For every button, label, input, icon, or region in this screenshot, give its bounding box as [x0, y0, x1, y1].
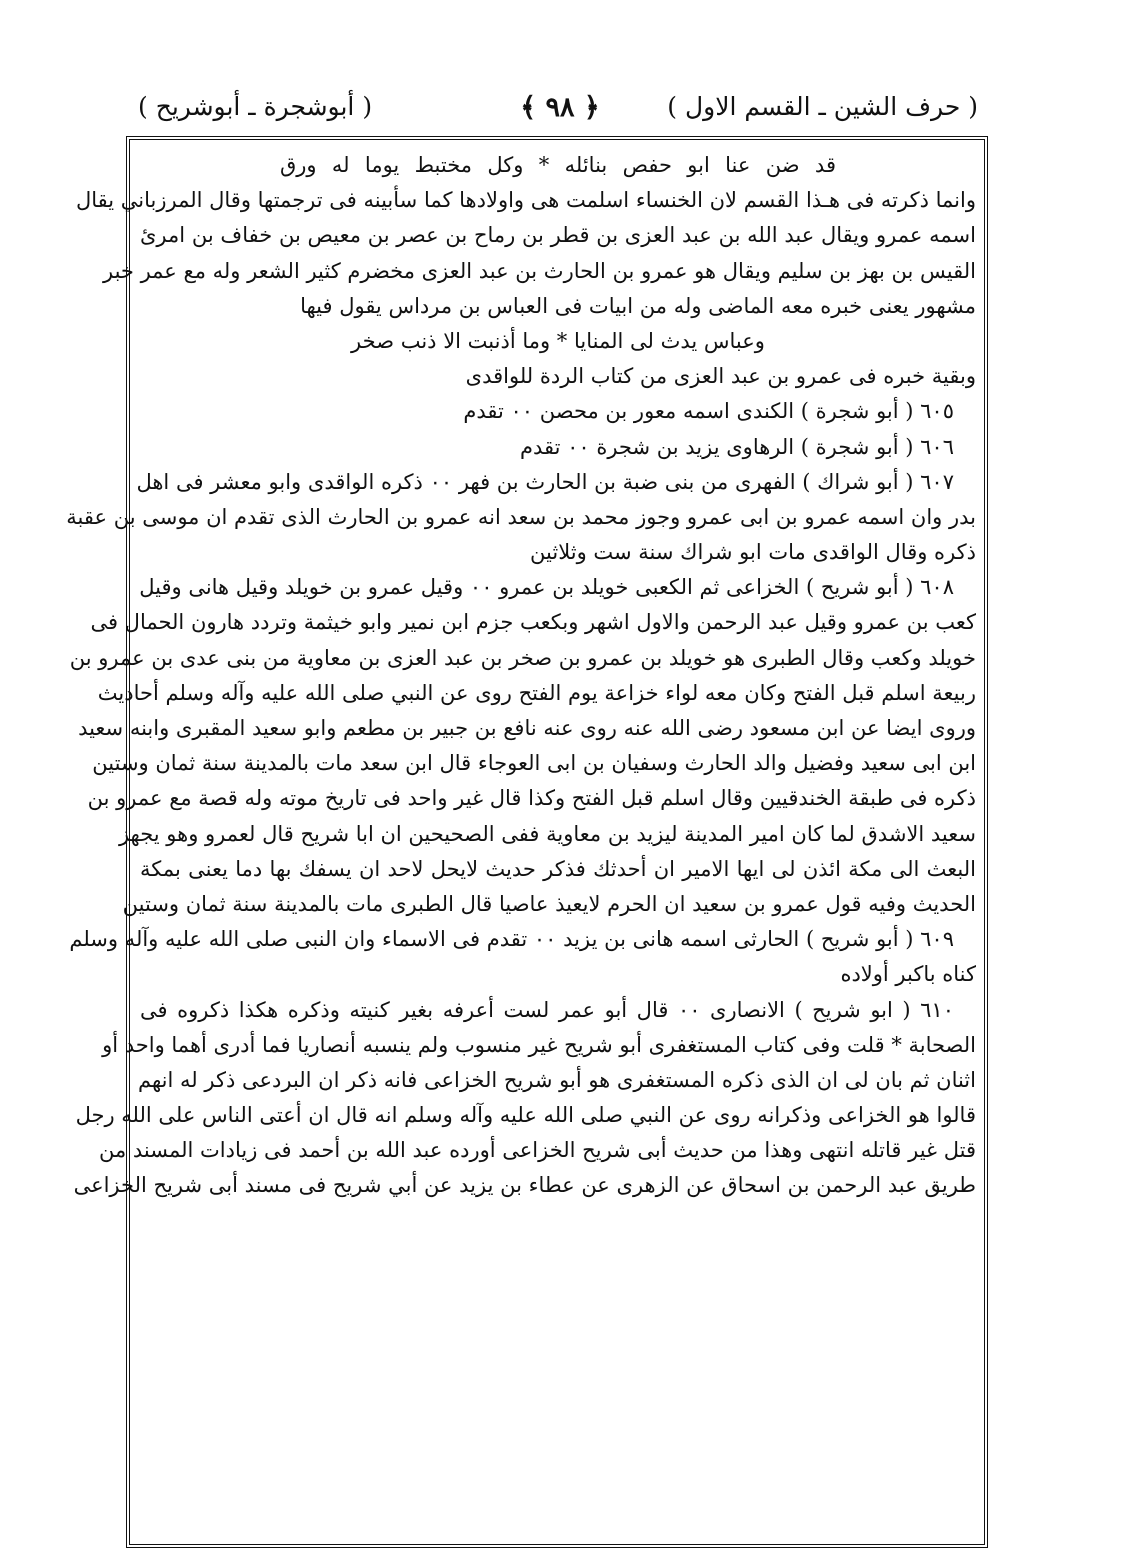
- text-line: قالوا هو الخزاعى وذكرانه روى عن النبي صلى الله عليه وآله وسلم انه قال ان أعتى الناس على الله رجل: [75, 1103, 976, 1128]
- text-line: ذكره فى طبقة الخندقيين وقال اسلم قبل الفتح وكذا قال غير واحد فى تاريخ موته وله قصة مع عمرو بن: [87, 786, 976, 811]
- text-line: وبقية خبره فى عمرو بن عبد العزى من كتاب الردة للواقدى: [465, 364, 976, 389]
- text-line: ذكره وقال الواقدى مات ابو شراك سنة ست وثلاثين: [530, 540, 976, 565]
- entry-range: ( أبوشجرة ـ أبوشريح ): [138, 92, 373, 121]
- page-header: [130, 84, 990, 132]
- section-title: ( حرف الشين ـ القسم الاول ): [667, 92, 978, 121]
- text-line: سعيد الاشدق لما كان امير المدينة ليزيد بن معاوية ففى الصحيحين ان ابا شريح قال لعمرو وهو يجهز: [118, 821, 976, 846]
- text-line: ٦٠٩ ( أبو شريح ) الحارثى اسمه هانى بن يزيد ٠٠ تقدم فى الاسماء وان النبى صلى الله عليه وآله وسلم: [69, 927, 954, 952]
- text-line: الصحابة * قلت وفى كتاب المستغفرى أبو شريح غير منسوب ولم ينسبه أنصاريا فما أدرى أهما واحد أو: [102, 1032, 976, 1057]
- text-line: البعث الى مكة ائذن لى ايها الامير ان أحدثك فذكر حديث لايحل لاحد ان يسفك بها دما يعنى بمكة: [140, 856, 976, 881]
- text-line: ٦٠٨ ( أبو شريح ) الخزاعى ثم الكعبى خويلد بن عمرو ٠٠ وقيل عمرو بن خويلد وقيل هانى وقيل: [139, 575, 954, 600]
- text-line: الحديث وفيه قول عمرو بن سعيد ان الحرم لايعيذ عاصيا قال الطبرى مات بالمدينة سنة ثمان وستين: [122, 891, 976, 916]
- text-line: وروى ايضا عن ابن مسعود رضى الله عنه روى عنه نافع بن جبير بن مطعم وابو سعيد المقبرى وابنه سعيد: [78, 716, 976, 740]
- text-line: كناه باكبر أولاده: [840, 962, 976, 987]
- text-line: اثنان ثم بان لى ان الذى ذكره المستغفرى هو أبو شريح الخزاعى فانه ذكر ان البردعى ذكر له انهم: [138, 1067, 976, 1092]
- text-line: طريق عبد الرحمن بن اسحاق عن الزهرى عن عطاء بن يزيد عن أبي شريح فى مسند أبى شريح الخزاعى: [73, 1173, 976, 1198]
- page-body: [66, 148, 976, 1538]
- text-line: ٦٠٦ ( أبو شجرة ) الرهاوى يزيد بن شجرة ٠٠ تقدم: [519, 434, 954, 459]
- text-line: خويلد وكعب وقال الطبرى هو خويلد بن عمرو بن صخر بن عبد العزى بن معاوية من بنى عدى بن عمرو بن: [69, 645, 976, 670]
- text-line: قتل غير قاتله انتهى وهذا من حديث أبى شريح الخزاعى أورده عبد الله بن أحمد فى زيادات المسند من: [98, 1138, 976, 1163]
- text-line: كعب بن عمرو وقيل عبد الرحمن والاول اشهر وبكعب جزم ابن نمير وابو خيثمة وتردد هارون الحمال فى: [90, 610, 976, 635]
- text-line: بدر وان اسمه عمرو بن ابى عمرو وجوز محمد بن سعد انه عمرو بن الحارث الذى تقدم ان موسى بن عقبة: [66, 504, 976, 529]
- text-line: مشهور يعنى خبره معه الماضى وله من ابيات فى العباس بن مرداس يقول فيها: [300, 293, 976, 318]
- text-line: قد ضن عنا ابو حفص بنائله * وكل مختبط يوما له ورق: [280, 153, 836, 177]
- text-line: القيس بن بهز بن سليم ويقال هو عمرو بن الحارث بن عبد العزى مخضرم كثير الشعر وله مع عمر خبر: [103, 258, 976, 283]
- page-number: ﴿ ٩٨ ﴾: [520, 92, 600, 123]
- text-line: ٦٠٥ ( أبو شجرة ) الكندى اسمه معور بن محصن ٠٠ تقدم: [463, 399, 954, 424]
- text-line: ٦٠٧ ( أبو شراك ) الفهرى من بنى ضبة بن الحارث بن فهر ٠٠ ذكره الواقدى وابو معشر فى اهل: [136, 469, 954, 494]
- text-line: ابن ابى سعيد وفضيل والد الحارث وسفيان بن ابى العوجاء قال ابن سعد مات بالمدينة سنة ثمان وستين: [92, 751, 976, 776]
- text-line: ربيعة اسلم قبل الفتح وكان معه لواء خزاعة يوم الفتح روى عن النبي صلى الله عليه وآله وسلم أحاديث: [97, 680, 976, 705]
- text-line: اسمه عمرو ويقال عبد الله بن عبد العزى بن قطر بن رماح بن عصر بن معيص بن خفاف بن امرئ: [140, 223, 976, 248]
- text-line: وانما ذكرته فى هـذا القسم لان الخنساء اسلمت هى واولادها كما سأبينه فى ترجمتها وقال المرزباني يقال: [75, 188, 976, 213]
- text-line: وعباس يدث لى المنايا * وما أذنبت الا ذنب صخر: [351, 328, 765, 353]
- text-line: ٦١٠ ( ابو شريح ) الانصارى ٠٠ قال أبو عمر لست أعرفه بغير كنيته وذكره هكذا ذكروه فى: [140, 997, 954, 1022]
